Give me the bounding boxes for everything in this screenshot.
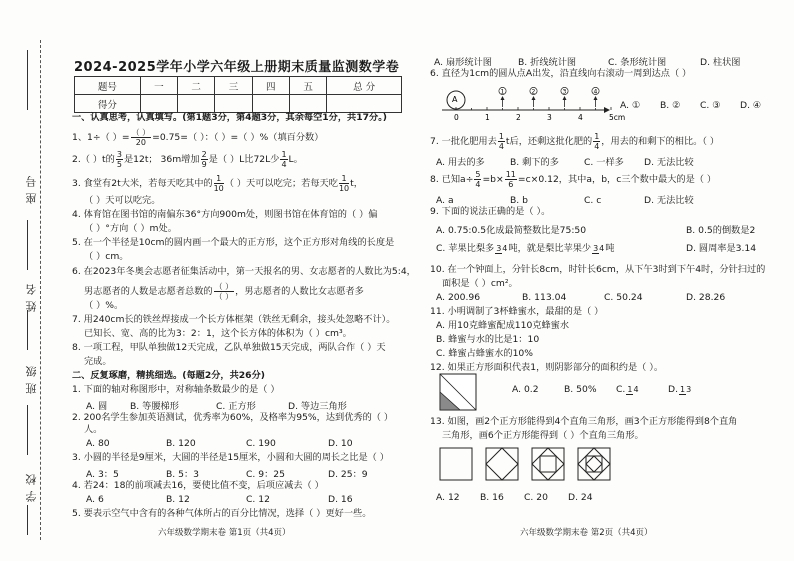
option-d[interactable]: D. 等边三角形 (288, 401, 347, 412)
options-2-4 (86, 494, 353, 505)
option-c[interactable]: C. 正方形 (216, 401, 256, 412)
option-a[interactable]: A. 0.2 (512, 384, 539, 395)
header-cell: 三 (215, 77, 252, 95)
question-2-9: 9. 下面的说法正确的是（ ）。 (430, 206, 551, 217)
options-2-9-cd (436, 240, 756, 254)
question-2-2: 2. 200名学生参加英语测试，优秀率为60%，及格率为95%，达到优秀的（ ） (72, 412, 394, 423)
option-a[interactable]: A. 扇形统计图 (434, 57, 492, 68)
option-b[interactable]: B. 等腰梯形 (130, 401, 179, 412)
option-c[interactable]: C. 苹果比梨多 34吨，就是梨比苹果少 34吨 (436, 243, 615, 254)
header-cell: 四 (252, 77, 289, 95)
question-1-8: 8. 一项工程，甲队单独做12天完成，乙队单独做15天完成，两队合作（ ）天 (72, 342, 386, 353)
nested-squares-figure (438, 446, 618, 482)
question-1-7: 7. 用240cm长的铁丝焊接成一个长方体框架（铁丝无剩余，接头处忽略不计）。 (72, 314, 396, 325)
option-d[interactable]: D. 柱状图 (700, 57, 741, 68)
exam-page-2 (420, 0, 794, 561)
name-label: 姓名 (25, 278, 38, 312)
axis-tick-label: 4 (578, 113, 583, 122)
score-cell[interactable] (177, 95, 214, 113)
option-d[interactable]: D. ④ (740, 100, 762, 111)
options-2-13 (436, 492, 593, 503)
header-cell: 五 (289, 77, 326, 95)
option-a[interactable]: A. 80 (86, 438, 110, 449)
axis-tick-label: 3 (547, 113, 552, 122)
point-a-label: A (452, 95, 458, 104)
score-cell[interactable] (289, 95, 326, 113)
option-a[interactable]: A. a (436, 195, 454, 206)
option-a[interactable]: A. 3：5 (86, 469, 119, 480)
option-c[interactable]: C. 条形统计图 (608, 57, 667, 68)
divider (27, 50, 28, 110)
question-1-5: 5. 在一个半径是10cm的圆内画一个最大的正方形，这个正方形对角线的长度是 (72, 237, 395, 248)
row-label: 得分 (75, 95, 141, 113)
score-cell[interactable] (327, 95, 402, 113)
header-cell: 二 (177, 77, 214, 95)
option-c[interactable]: C. 14 (616, 384, 639, 395)
score-table (74, 76, 402, 113)
option-c[interactable]: C. 12 (246, 494, 270, 505)
question-2-12: 12. 如果正方形面积代表1，则阴影部分的面积约是（ ）。 (430, 362, 664, 373)
question-1-4: 4. 体育馆在图书馆的南偏东36°方向900m处，则图书馆在体育馆的（ ）偏 (72, 209, 378, 220)
option-c[interactable]: C. 9：25 (246, 469, 285, 480)
question-2-4: 4. 若24：18的前项减去16，要使比值不变，后项应减去（ ） (72, 480, 324, 491)
option-b[interactable]: B. 50% (564, 384, 597, 395)
question-1-4-cont: （ ）°方向（ ）m处。 (84, 223, 177, 234)
divider (27, 310, 28, 350)
question-1-8-cont: 完成。 (84, 356, 112, 367)
option-d[interactable]: D. 25：9 (328, 469, 368, 480)
question-2-10-cont: 面积是（ ）cm²。 (442, 278, 518, 289)
options-2-12 (512, 384, 692, 395)
seat-number-label: 座号 (25, 170, 38, 204)
question-1-6-end: （ ）%。 (84, 300, 124, 311)
header-cell: 总 分 (327, 77, 402, 95)
point-marker-label: 4 (593, 88, 598, 96)
question-2-7: 7. 一批化肥用去 $\frac{1}{4}$ t后，还剩这批化肥的 $\frac{1}{4}$ ，用去的和剩下的相比。（ ） (430, 132, 720, 151)
question-2-13: 13. 如图，画2个正方形能得到4个直角三角形，画3个正方形能得到8个直角 (430, 416, 738, 427)
question-1-5-cont: （ ）cm。 (84, 251, 129, 262)
axis-tick-label: 2 (516, 113, 521, 122)
options-2-10 (436, 292, 725, 303)
point-marker-label: 1 (500, 88, 505, 96)
option-c[interactable]: C. ③ (700, 100, 721, 111)
fraction: $\frac{( )}{20}$ (131, 128, 151, 147)
option-a[interactable]: A. 6 (86, 494, 104, 505)
option-b[interactable]: B. 12 (166, 494, 190, 505)
option-b[interactable]: B. 16 (480, 492, 504, 503)
options-2-7 (436, 154, 694, 168)
question-2-2-cont: 人。 (84, 424, 103, 435)
option-a[interactable]: A. 圆 (86, 401, 108, 412)
header-cell: 题号 (75, 77, 141, 95)
question-2-10: 10. 在一个钟面上，分针长8cm，时针长6cm，从下午3时到下午4时，分针扫过的 (430, 264, 766, 275)
question-1-3-cont: （ ）天可以吃完。 (84, 195, 161, 206)
school-label: 学校 (25, 468, 38, 502)
shaded-square-figure (438, 372, 478, 412)
pattern-2 (486, 448, 518, 480)
pattern-1 (440, 448, 472, 480)
option-d[interactable]: D. 10 (328, 438, 353, 449)
option-b[interactable]: B. 120 (166, 438, 196, 449)
option-b[interactable]: B. 0.5的倒数是2 (686, 225, 756, 236)
option-b[interactable]: B. 剩下的多 (510, 157, 559, 168)
option-a[interactable]: A. ① (620, 100, 641, 111)
option-b[interactable]: B. ② (660, 100, 681, 111)
question-2-11: 11. 小明调制了3杯蜂蜜水，最甜的是（ ） (430, 306, 604, 317)
option-a[interactable]: A. 用10克蜂蜜配成110克蜂蜜水 (436, 320, 570, 331)
options-2-8 (436, 192, 694, 206)
options-2-9-ab (436, 222, 755, 236)
option-c[interactable]: C. 50.24 (604, 292, 643, 303)
question-1-7-cont: 已知长、宽、高的比为3：2：1，这个长方体的体积为（ ）cm³。 (84, 328, 352, 339)
pattern-3 (532, 448, 564, 480)
divider (27, 505, 28, 535)
question-2-1: 1. 下面的轴对称图形中，对称轴条数最少的是（ ） (72, 384, 280, 395)
options-2-2 (86, 438, 353, 449)
option-a[interactable]: A. 12 (436, 492, 460, 503)
question-2-8: 8. 已知a÷ $\frac{5}{4}$ =b× $\frac{11}{6}$ =c×0.12，其中a，b，c三个数中最大的是（ ） (430, 170, 717, 189)
binding-line (40, 40, 41, 540)
arrow-icon (501, 96, 505, 100)
option-d[interactable]: D. 24 (568, 492, 593, 503)
option-a[interactable]: A. 用去的多 (436, 157, 485, 168)
divider (27, 220, 28, 270)
question-1-6-cont: 男志愿者的人数是志愿者总数的 $\frac{( )}{( )}$ ，男志愿者的人数比女志愿者多 (84, 282, 364, 301)
page-footer-1: 六年级数学期末卷 第1页（共4页） (158, 528, 291, 538)
option-b[interactable]: B. 折线统计图 (518, 57, 577, 68)
option-b[interactable]: B. 蜂蜜与水的比是1：10 (436, 334, 540, 345)
option-d[interactable]: D. 圆周率是3.14 (686, 243, 757, 254)
option-a[interactable]: A. 0.75:0.5化成最简整数比是75:50 (436, 225, 587, 236)
options-2-1 (86, 398, 347, 412)
axis-tick-label: 1 (485, 113, 490, 122)
class-label: 班级 (25, 360, 38, 394)
option-c[interactable]: C. 一样多 (584, 157, 624, 168)
pattern-4 (578, 448, 610, 480)
divider (27, 405, 28, 455)
point-marker-label: 3 (562, 88, 567, 96)
question-1-1: 1、1÷（ ）= $\frac{( )}{20}$ =0.75=（ ）：（ ）=（ ）%（填百分数） (72, 128, 324, 147)
option-d[interactable]: D. 无法比较 (644, 195, 694, 206)
option-d[interactable]: D. 13 (668, 384, 692, 395)
option-b[interactable]: B. 5：3 (166, 469, 200, 480)
arrow-icon (594, 96, 598, 100)
option-c[interactable]: C. 190 (246, 438, 276, 449)
axis-tick-label: 5cm (609, 113, 626, 122)
question-1-6: 6. 在2023年冬奥会志愿者征集活动中，第一天报名的男、女志愿者的人数比为5:4， (72, 266, 416, 277)
axis-tick-labels (454, 113, 625, 122)
axis-tick-label: 0 (454, 113, 459, 122)
option-c[interactable]: C. c (584, 195, 602, 206)
option-d[interactable]: D. 无法比较 (644, 157, 694, 168)
number-line-figure (432, 82, 626, 126)
arrow-icon (563, 96, 567, 100)
point-markers (499, 87, 599, 107)
point-marker-label: 2 (531, 88, 536, 96)
option-d[interactable]: D. 28.26 (686, 292, 726, 303)
score-cell[interactable] (252, 95, 289, 113)
question-1-3: 3. 食堂有2t大米，若每天吃其中的 $\frac{1}{10}$ （ ）天可以吃完；若每天吃 $\frac{1}{10}$ t， (72, 174, 363, 193)
section-2-heading: 二、反复琢磨，精挑细选。(每题2分，共26分) (72, 370, 265, 381)
option-d[interactable]: D. 16 (328, 494, 353, 505)
option-b[interactable]: B. b (510, 195, 528, 206)
option-c[interactable]: C. 20 (524, 492, 548, 503)
question-2-6: 6. 直径为1cm的圆从点A出发，沿直线向右滚动一周到达点（ ） (430, 68, 692, 79)
question-1-2: 2.（ ）t的 $\frac{3}{5}$ 是12t； 36m增加 $\frac{2}{9}$ 是（ ）L比72L少 $\frac{1}{4}$ L。 (72, 150, 303, 169)
section-1-heading: 一、认真思考，认真填写。(第1题3分，第4题3分，其余每空1分，共17分。) (72, 112, 387, 123)
arrow-icon (532, 96, 536, 100)
score-cell[interactable] (140, 95, 177, 113)
question-2-13-cont: 三角形，画6个正方形能得到（ ）个直角三角形。 (442, 430, 644, 441)
score-cell[interactable] (215, 95, 252, 113)
options-2-3 (86, 466, 368, 480)
question-2-3: 3. 小圆的半径是9厘米，大圆的半径是15厘米，小圆和大圆的周长之比是（ ） (72, 452, 389, 463)
exam-title: 2024-2025学年小学六年级上册期末质量监测数学卷 (74, 60, 400, 75)
options-2-6 (620, 100, 761, 111)
question-2-5: 5. 要表示空气中含有的各种气体所占的百分比情况，选择（ ）更好一些。 (72, 508, 372, 519)
option-a[interactable]: A. 200.96 (436, 292, 481, 303)
header-cell: 一 (140, 77, 177, 95)
page-footer-2: 六年级数学期末卷 第2页（共4页） (520, 528, 653, 538)
option-c[interactable]: C. 蜂蜜占蜂蜜水的10% (436, 348, 533, 359)
options-2-5 (434, 54, 740, 68)
option-b[interactable]: B. 113.04 (522, 292, 567, 303)
